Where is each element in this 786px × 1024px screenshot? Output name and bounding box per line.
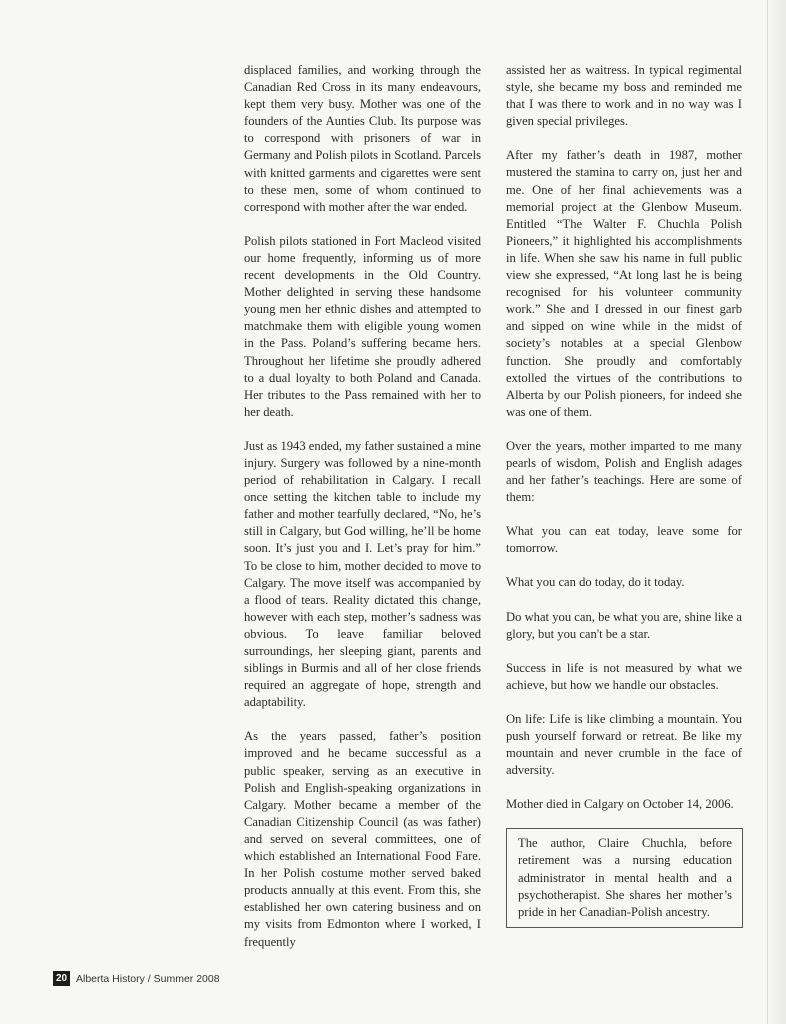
paragraph: Mother died in Calgary on October 14, 2006. [506, 797, 734, 812]
adage: What you can eat today, leave some for tomorrow. [506, 524, 742, 556]
adage: What you can do today, do it today. [506, 575, 685, 590]
paragraph: Over the years, mother imparted to me many pearls of wisdom, Polish and English adages and her father’s teachings. Here are some of them: [506, 438, 742, 505]
left-column [244, 62, 481, 968]
page-number: 20 [53, 971, 70, 986]
paragraph: After my father’s death in 1987, mother mustered the stamina to carry on, just her and me. One of her final achievements was a memorial project at the Glenbow Museum. Entitled “The Walter F. Chuchla Polish Pioneers,” it highlighted his accomplishments in life. When she saw his name in full public view she expressed, “At long last he is being recognised for his volunteer community work.” She and I dressed in our finest garb and sipped on wine while in the midst of society’s notables at a special Glenbow function. She proudly and comfortably extolled the virtues of the contributions to Alberta by our Polish pioneers, for indeed she was one of them. [506, 148, 742, 419]
paragraph: Just as 1943 ended, my father sustained a mine injury. Surgery was followed by a nine-month period of rehabilitation in Calgary. I recall once setting the kitchen table to include my father and mother tearfully declared, “No, he’s still in Calgary, but God willing, he’ll be home soon. It’s just you and I. Let’s pray for him.” To be close to him, mother decided to move to Calgary. The move itself was accompanied by a flood of tears. Reality dictated this change, however with each step, mother’s sadness was obvious. To leave familiar beloved surroundings, her sleeping giant, parents and siblings in Burmis and all of her close friends required an aggregate of hope, strength and adaptability. [244, 438, 481, 710]
paragraph: Polish pilots stationed in Fort Macleod visited our home frequently, informing us of more recent developments in the Old Country. Mother delighted in serving these handsome young men her ethnic dishes and attempted to matchmake them with eligible young women in the Pass. Poland’s suffering became hers. Throughout her lifetime she proudly adhered to a dual loyalty to both Poland and Canada. Her tributes to the Pass remained with her to her death. [244, 233, 481, 419]
right-column [506, 62, 742, 928]
adage: Do what you can, be what you are, shine like a glory, but you can't be a star. [506, 609, 742, 641]
publication-name: Alberta History / Summer 2008 [76, 972, 220, 985]
page-footer [53, 971, 220, 986]
paragraph: As the years passed, father’s position improved and he became successful as a public speaker, serving as an executive in Polish and English-speaking organizations in Calgary. Mother became a member of the Canadian Citizenship Council (as was father) and served on several committees, one of which established an International Food Fare. In her Polish costume mother served baked products annually at this event. From this, she established her own catering business and on my visits from Edmonton where I worked, I frequently [244, 729, 481, 949]
adage: Success in life is not measured by what we achieve, but how we handle our obstacles. [506, 660, 742, 692]
paragraph: displaced families, and working through the Canadian Red Cross in its many endeavours, kept them very busy. Mother was one of the founders of the Aunties Club. Its purpose was to correspond with prisoners of war in Germany and Polish pilots in Scotland. Parcels with knitted garments and cigarettes were sent to these men, some of whom continued to correspond with mother after the war ended. [244, 63, 481, 214]
author-bio-box: The author, Claire Chuchla, before retirement was a nursing education administrator in mental health and a psychotherapist. She shares her mother’s pride in her Canadian-Polish ancestry. [506, 828, 743, 927]
page-edge [767, 0, 786, 1024]
adage: On life: Life is like climbing a mountain. You push yourself forward or retreat. Be like my mountain and never crumble in the face of adversity. [506, 711, 742, 778]
paragraph: assisted her as waitress. In typical regimental style, she became my boss and reminded me that I was there to work and in no way was I given special privileges. [506, 63, 742, 129]
